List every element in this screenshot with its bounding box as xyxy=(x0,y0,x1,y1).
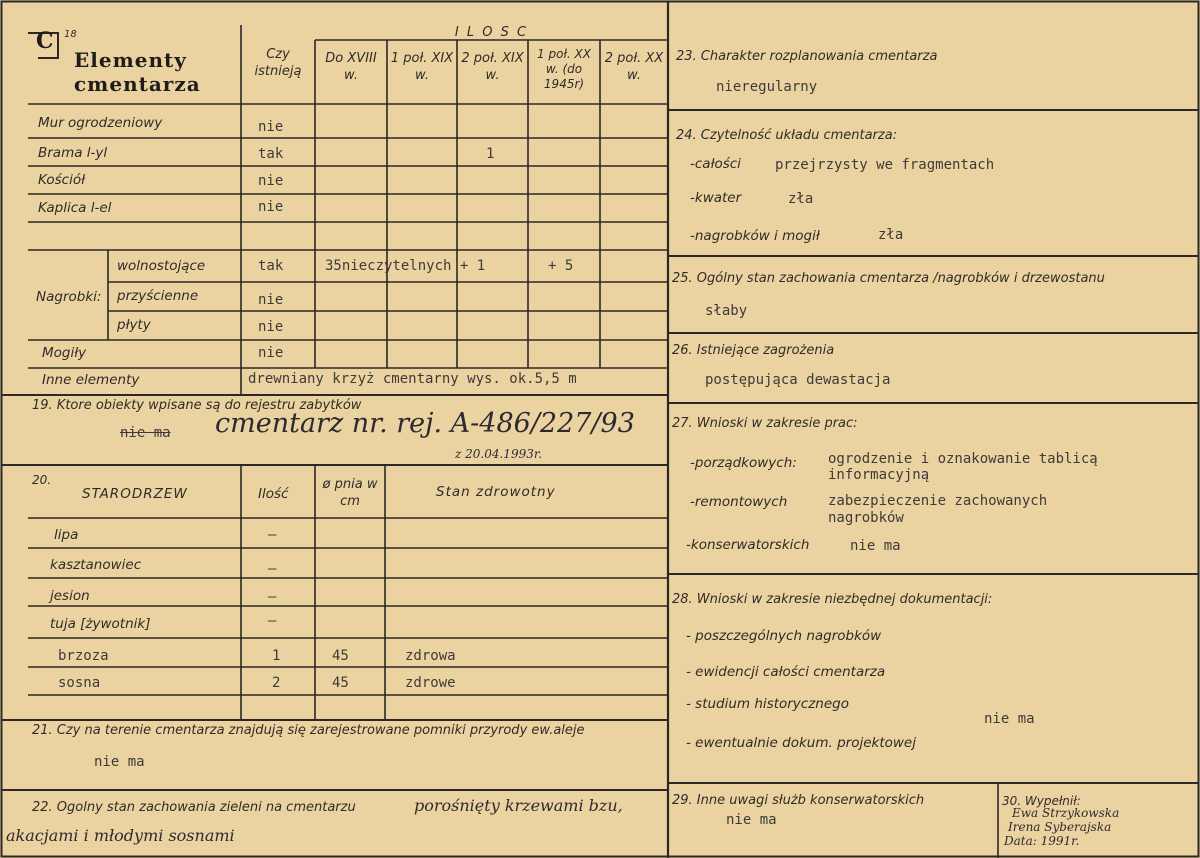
row-exists-wall-tombs: nie xyxy=(258,292,284,308)
tree-name: sosna xyxy=(58,675,101,691)
s19-label: 19. Ktore obiekty wpisane są do rejestru zabytków xyxy=(32,398,362,413)
tree-state: zdrowa xyxy=(405,648,456,664)
s27-conservation-label: -konserwatorskich xyxy=(686,537,810,553)
s21-label: 21. Czy na terenie cmentarza znajdują się zarejestrowane pomniki przyrody ew.aleje xyxy=(32,723,585,738)
s25-label: 25. Ogólny stan zachowania cmentarza /nagrobków i drzewostanu xyxy=(672,271,1105,286)
tree-qty: 1 xyxy=(272,648,281,664)
tree-state: zdrowe xyxy=(405,675,456,691)
s20-col-diameter: ø pnia w cm xyxy=(322,477,378,509)
tree-qty: – xyxy=(268,527,277,543)
col-header-5: 2 poł. XX w. xyxy=(604,51,664,83)
row-gate-count: 1 xyxy=(486,146,495,162)
s26-label: 26. Istniejące zagrożenia xyxy=(672,343,835,358)
s24-label: 24. Czytelność układu cmentarza: xyxy=(676,128,898,143)
tree-qty: – xyxy=(268,613,277,629)
tree-name: jesion xyxy=(50,588,90,604)
col-header-1: Do XVIII w. xyxy=(325,51,377,83)
row-freestanding-20c: + 5 xyxy=(548,258,574,274)
tombstones-label: Nagrobki: xyxy=(36,289,102,305)
s22-label: 22. Ogolny stan zachowania zieleni na cmentarzu xyxy=(32,800,356,815)
s20-number: 20. xyxy=(32,473,52,487)
s30-name-1: Ewa Strzykowska xyxy=(1012,806,1120,820)
s27-repair-value-line1: zabezpieczenie zachowanych xyxy=(828,493,1048,509)
tree-name: lipa xyxy=(54,527,79,543)
row-label-wall-tombs: przyścienne xyxy=(117,288,199,304)
s19-struck-value: nie ma xyxy=(120,425,171,441)
row-exists-wall: nie xyxy=(258,119,284,135)
row-label-wall: Mur ogrodzeniowy xyxy=(38,115,163,131)
s24-tombs-label: -nagrobków i mogił xyxy=(690,228,820,244)
section-title-line1: Elementy xyxy=(74,48,187,72)
row-label-gate: Brama l-yl xyxy=(38,145,108,161)
s28-item-project: - ewentualnie dokum. projektowej xyxy=(686,735,916,751)
tree-name: brzoza xyxy=(58,648,109,664)
quantity-header: I L O S C xyxy=(454,25,529,40)
s22-handwritten-line1: porośnięty krzewami bzu, xyxy=(414,796,623,815)
tree-diameter: 45 xyxy=(332,675,349,691)
s24-whole-value: przejrzysty we fragmentach xyxy=(775,157,995,173)
col-header-3: 2 poł. XIX w. xyxy=(461,51,524,83)
s27-cleanup-label: -porządkowych: xyxy=(690,455,797,471)
row-label-other: Inne elementy xyxy=(42,372,140,388)
s23-value: nieregularny xyxy=(716,79,818,95)
s22-handwritten-line2: akacjami i młodymi sosnami xyxy=(6,826,235,845)
tree-qty: 2 xyxy=(272,675,281,691)
row-label-church: Kościół xyxy=(38,172,85,188)
col-header-4: 1 poł. XX w. (do 1945r) xyxy=(537,47,591,91)
row-freestanding-counts: 35nieczytelnych + 1 xyxy=(325,258,486,274)
s20-col-name: STARODRZEW xyxy=(82,486,188,502)
s19-handwritten-entry: cmentarz nr. rej. A-486/227/93 xyxy=(215,408,635,439)
s28-item-inventory: - ewidencji całości cmentarza xyxy=(686,664,886,680)
row-exists-church: nie xyxy=(258,173,284,189)
row-label-freestanding: wolnostojące xyxy=(117,258,206,274)
s21-value: nie ma xyxy=(94,754,145,770)
section-number: 18 xyxy=(64,29,77,40)
col-header-2: 1 poł. XIX w. xyxy=(390,51,454,83)
section-title-line2: cmentarza xyxy=(74,72,201,96)
row-exists-freestanding: tak xyxy=(258,258,284,274)
row-label-slabs: płyty xyxy=(117,317,151,333)
s30-name-2: Irena Syberajska xyxy=(1008,820,1112,834)
s24-quarters-value: zła xyxy=(788,191,814,207)
s29-value: nie ma xyxy=(726,812,777,828)
s27-label: 27. Wnioski w zakresie prac: xyxy=(672,416,858,431)
row-other-value: drewniany krzyż cmentarny wys. ok.5,5 m xyxy=(248,371,577,387)
s20-col-state: Stan zdrowotny xyxy=(436,484,556,500)
s19-date: z 20.04.1993r. xyxy=(455,447,543,461)
s26-value: postępująca dewastacja xyxy=(705,372,891,388)
s28-value: nie ma xyxy=(984,711,1035,727)
s28-label: 28. Wnioski w zakresie niezbędnej dokumentacji: xyxy=(672,592,993,607)
tree-qty: – xyxy=(268,561,277,577)
s24-quarters-label: -kwater xyxy=(690,190,742,206)
s27-repair-label: -remontowych xyxy=(690,494,788,510)
s24-whole-label: -całości xyxy=(690,156,741,172)
section-letter: C xyxy=(36,28,55,54)
s28-item-tombs: - poszczególnych nagrobków xyxy=(686,628,882,644)
s25-value: słaby xyxy=(705,303,748,319)
tree-qty: – xyxy=(268,589,277,605)
tree-diameter: 45 xyxy=(332,648,349,664)
tree-name: tuja [żywotnik] xyxy=(50,616,151,632)
row-exists-slabs: nie xyxy=(258,319,284,335)
s27-repair-value-line2: nagrobków xyxy=(828,510,904,526)
row-exists-gate: tak xyxy=(258,146,284,162)
row-label-graves: Mogiły xyxy=(42,345,87,361)
row-label-chapel: Kaplica l-el xyxy=(38,200,112,216)
s23-label: 23. Charakter rozplanowania cmentarza xyxy=(676,49,938,64)
s20-col-qty: Ilość xyxy=(258,486,289,502)
s27-cleanup-value-line2: informacyjną xyxy=(828,467,930,483)
tree-name: kasztanowiec xyxy=(50,557,142,573)
row-exists-graves: nie xyxy=(258,345,284,361)
s24-tombs-value: zła xyxy=(878,227,904,243)
s28-item-history: - studium historycznego xyxy=(686,696,849,712)
s27-conservation-value: nie ma xyxy=(850,538,901,554)
s30-label: 30. Wypełnił: xyxy=(1002,794,1081,808)
col-exists-header: Czy istnieją xyxy=(254,47,302,79)
s30-date: Data: 1991r. xyxy=(1004,834,1080,848)
s29-label: 29. Inne uwagi służb konserwatorskich xyxy=(672,793,925,808)
s27-cleanup-value-line1: ogrodzenie i oznakowanie tablicą xyxy=(828,451,1098,467)
row-exists-chapel: nie xyxy=(258,199,284,215)
